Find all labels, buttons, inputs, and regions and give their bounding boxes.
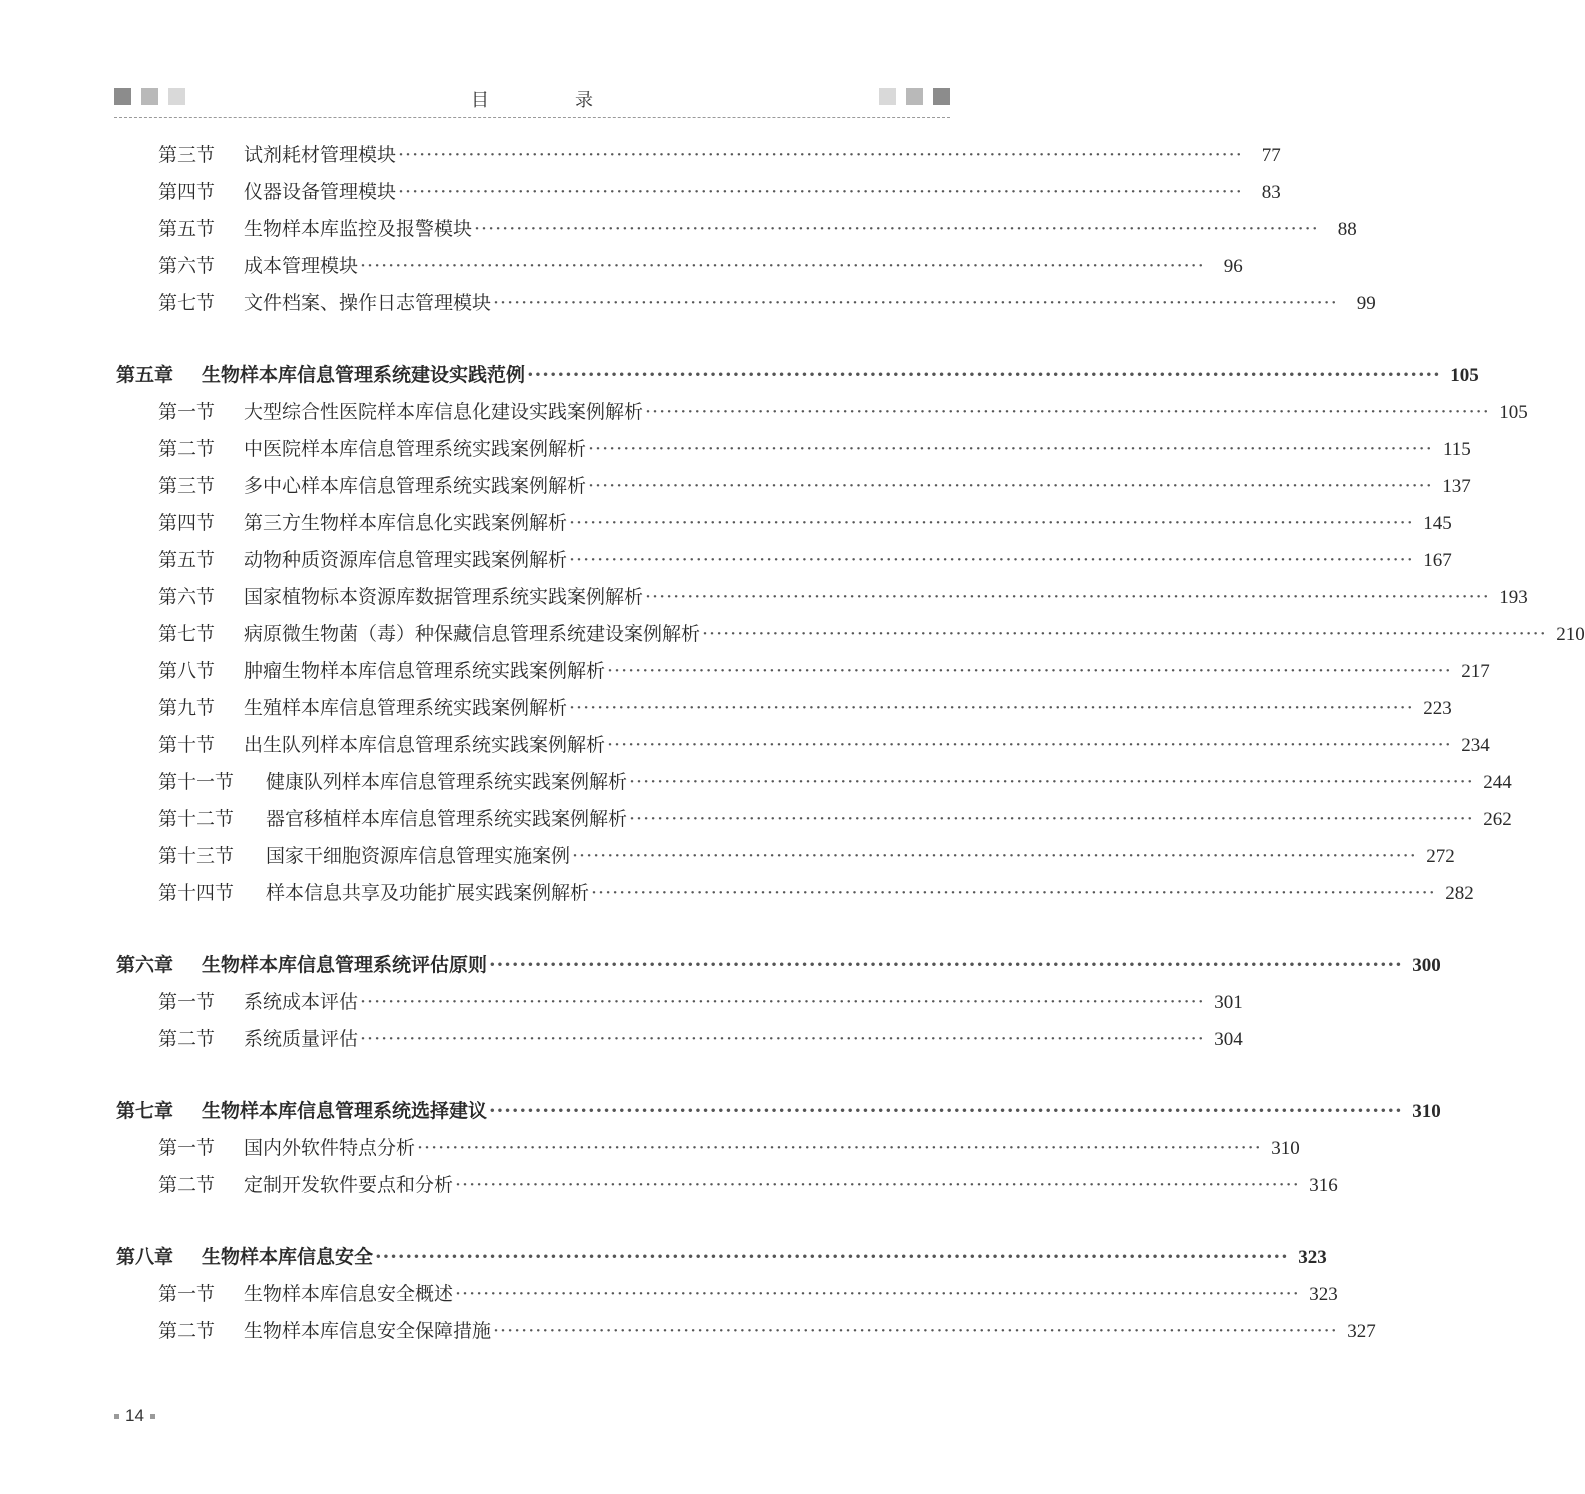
- dot-leader: ························································································································: [493, 292, 1338, 314]
- toc-section-entry: [158, 177, 1281, 207]
- toc-section-entry: [158, 1279, 1338, 1309]
- toc-chapter-entry: [116, 360, 1479, 390]
- footer-square-right: [150, 1414, 155, 1419]
- page-number-ref: 323: [1309, 1284, 1338, 1305]
- toc-section-entry: [158, 397, 1528, 427]
- section-label: 第五节: [158, 549, 216, 571]
- page-number-ref: 105: [1499, 402, 1528, 423]
- section-title: 文件档案、操作日志管理模块: [244, 292, 492, 314]
- dot-leader: ························································································································: [489, 1100, 1403, 1122]
- section-label: 第三节: [158, 144, 216, 166]
- section-title: 大型综合性医院样本库信息化建设实践案例解析: [244, 401, 644, 423]
- dot-leader: ························································································································: [489, 954, 1403, 976]
- dot-leader: ························································································································: [607, 734, 1452, 756]
- toc-section-entry: [158, 767, 1512, 797]
- dot-leader: ························································································································: [398, 144, 1243, 166]
- section-label: 第四节: [158, 512, 216, 534]
- toc-chapter-entry: [116, 950, 1441, 980]
- toc-section-entry: [158, 1133, 1300, 1163]
- section-label: 第二节: [158, 1174, 216, 1196]
- dot-leader: ························································································································: [375, 1246, 1289, 1268]
- section-title: 国内外软件特点分析: [244, 1137, 416, 1159]
- section-label: 第二节: [158, 1320, 216, 1342]
- running-header: [114, 86, 950, 110]
- chapter-label: 第八章: [116, 1246, 174, 1268]
- dot-leader: ························································································································: [569, 512, 1414, 534]
- dot-leader: ························································································································: [474, 218, 1319, 240]
- section-title: 成本管理模块: [244, 255, 359, 277]
- toc-section-entry: [158, 140, 1281, 170]
- chapter-label: 第五章: [116, 364, 174, 386]
- section-title: 中医院样本库信息管理系统实践案例解析: [244, 438, 587, 460]
- page-number-ref: 105: [1450, 365, 1479, 386]
- section-title: 健康队列样本库信息管理系统实践案例解析: [266, 771, 628, 793]
- page-number-ref: 234: [1461, 735, 1490, 756]
- toc-chapter-entry: [116, 1242, 1327, 1272]
- page-number-ref: 115: [1442, 439, 1471, 460]
- page-number-ref: 310: [1412, 1101, 1441, 1122]
- section-label: 第十节: [158, 734, 216, 756]
- header-dashed-rule: [114, 117, 950, 118]
- dot-leader: ························································································································: [417, 1137, 1262, 1159]
- page-number-ref: 88: [1337, 219, 1357, 240]
- section-label: 第三节: [158, 475, 216, 497]
- toc-section-entry: [158, 804, 1512, 834]
- section-label: 第十三节: [158, 845, 235, 867]
- page-number-ref: 137: [1442, 476, 1471, 497]
- chapter-title: 生物样本库信息管理系统建设实践范例: [202, 364, 526, 386]
- section-label: 第六节: [158, 586, 216, 608]
- page-number-ref: 217: [1461, 661, 1490, 682]
- page-footer: [114, 1406, 155, 1426]
- section-label: 第六节: [158, 255, 216, 277]
- page-number-ref: 99: [1356, 293, 1376, 314]
- dot-leader: ························································································································: [591, 882, 1436, 904]
- section-label: 第十四节: [158, 882, 235, 904]
- page-number-ref: 272: [1426, 846, 1455, 867]
- section-title: 系统质量评估: [244, 1028, 359, 1050]
- toc-section-entry: [158, 1024, 1243, 1054]
- page-number-ref: 310: [1271, 1138, 1300, 1159]
- section-title: 动物种质资源库信息管理实践案例解析: [244, 549, 568, 571]
- dot-leader: ························································································································: [455, 1283, 1300, 1305]
- dot-leader: ························································································································: [629, 808, 1474, 830]
- toc-section-entry: [158, 841, 1455, 871]
- page-number: 14: [125, 1406, 144, 1425]
- dot-leader: ························································································································: [645, 401, 1490, 423]
- toc-section-entry: [158, 693, 1452, 723]
- toc-section-entry: [158, 582, 1528, 612]
- page-number-ref: 77: [1261, 145, 1281, 166]
- toc-section-entry: [158, 656, 1490, 686]
- toc-chapter-entry: [116, 1096, 1441, 1126]
- section-title: 第三方生物样本库信息化实践案例解析: [244, 512, 568, 534]
- header-square-right-2: [906, 88, 923, 105]
- dot-leader: ························································································································: [527, 364, 1441, 386]
- section-title: 生物样本库信息安全保障措施: [244, 1320, 492, 1342]
- chapter-title: 生物样本库信息管理系统评估原则: [202, 954, 488, 976]
- chapter-label: 第六章: [116, 954, 174, 976]
- section-title: 国家干细胞资源库信息管理实施案例: [266, 845, 571, 867]
- page-number-ref: 262: [1483, 809, 1512, 830]
- toc-section-entry: [158, 508, 1452, 538]
- section-label: 第八节: [158, 660, 216, 682]
- section-title: 生物样本库监控及报警模块: [244, 218, 473, 240]
- header-square-right-1: [879, 88, 896, 105]
- toc-section-entry: [158, 619, 1585, 649]
- section-title: 样本信息共享及功能扩展实践案例解析: [266, 882, 590, 904]
- dot-leader: ························································································································: [588, 438, 1433, 460]
- page-number-ref: 323: [1298, 1247, 1327, 1268]
- section-title: 出生队列样本库信息管理系统实践案例解析: [244, 734, 606, 756]
- dot-leader: ························································································································: [702, 623, 1547, 645]
- chapter-title: 生物样本库信息管理系统选择建议: [202, 1100, 488, 1122]
- section-label: 第一节: [158, 1283, 216, 1305]
- header-title: 目 录: [471, 90, 627, 111]
- toc-section-entry: [158, 214, 1357, 244]
- section-title: 生殖样本库信息管理系统实践案例解析: [244, 697, 568, 719]
- dot-leader: ························································································································: [572, 845, 1417, 867]
- page-number-ref: 210: [1556, 624, 1585, 645]
- section-label: 第四节: [158, 181, 216, 203]
- page-number-ref: 304: [1214, 1029, 1243, 1050]
- dot-leader: ························································································································: [629, 771, 1474, 793]
- section-label: 第十二节: [158, 808, 235, 830]
- dot-leader: ························································································································: [360, 991, 1205, 1013]
- dot-leader: ························································································································: [645, 586, 1490, 608]
- section-label: 第二节: [158, 438, 216, 460]
- page-number-ref: 145: [1423, 513, 1452, 534]
- section-title: 多中心样本库信息管理系统实践案例解析: [244, 475, 587, 497]
- section-title: 肿瘤生物样本库信息管理系统实践案例解析: [244, 660, 606, 682]
- dot-leader: ························································································································: [569, 549, 1414, 571]
- section-label: 第二节: [158, 1028, 216, 1050]
- footer-square-left: [114, 1414, 119, 1419]
- dot-leader: ························································································································: [455, 1174, 1300, 1196]
- toc-section-entry: [158, 288, 1376, 318]
- section-title: 国家植物标本资源库数据管理系统实践案例解析: [244, 586, 644, 608]
- dot-leader: ························································································································: [493, 1320, 1338, 1342]
- section-title: 病原微生物菌（毒）种保藏信息管理系统建设案例解析: [244, 623, 701, 645]
- section-label: 第一节: [158, 1137, 216, 1159]
- section-label: 第一节: [158, 401, 216, 423]
- dot-leader: ························································································································: [569, 697, 1414, 719]
- toc-section-entry: [158, 730, 1490, 760]
- toc-section-entry: [158, 1316, 1376, 1346]
- dot-leader: ························································································································: [607, 660, 1452, 682]
- page-number-ref: 282: [1445, 883, 1474, 904]
- page-number-ref: 96: [1223, 256, 1243, 277]
- section-label: 第七节: [158, 292, 216, 314]
- chapter-title: 生物样本库信息安全: [202, 1246, 374, 1268]
- toc-section-entry: [158, 434, 1471, 464]
- dot-leader: ························································································································: [360, 1028, 1205, 1050]
- section-title: 仪器设备管理模块: [244, 181, 397, 203]
- section-title: 系统成本评估: [244, 991, 359, 1013]
- page-number-ref: 83: [1261, 182, 1281, 203]
- page-number-ref: 223: [1423, 698, 1452, 719]
- page-number-ref: 316: [1309, 1175, 1338, 1196]
- toc-section-entry: [158, 878, 1474, 908]
- section-title: 生物样本库信息安全概述: [244, 1283, 454, 1305]
- toc-section-entry: [158, 1170, 1338, 1200]
- section-label: 第十一节: [158, 771, 235, 793]
- page-number-ref: 327: [1347, 1321, 1376, 1342]
- page-number-ref: 300: [1412, 955, 1441, 976]
- page-number-ref: 193: [1499, 587, 1528, 608]
- page-number-ref: 301: [1214, 992, 1243, 1013]
- toc-section-entry: [158, 471, 1471, 501]
- section-label: 第一节: [158, 991, 216, 1013]
- section-label: 第七节: [158, 623, 216, 645]
- page-number-ref: 167: [1423, 550, 1452, 571]
- dot-leader: ························································································································: [588, 475, 1433, 497]
- section-label: 第五节: [158, 218, 216, 240]
- section-title: 试剂耗材管理模块: [244, 144, 397, 166]
- section-title: 定制开发软件要点和分析: [244, 1174, 454, 1196]
- section-title: 器官移植样本库信息管理系统实践案例解析: [266, 808, 628, 830]
- page-number-ref: 244: [1483, 772, 1512, 793]
- section-label: 第九节: [158, 697, 216, 719]
- toc-section-entry: [158, 987, 1243, 1017]
- header-square-right-3: [933, 88, 950, 105]
- dot-leader: ························································································································: [398, 181, 1243, 203]
- toc-section-entry: [158, 251, 1243, 281]
- dot-leader: ························································································································: [360, 255, 1205, 277]
- toc-section-entry: [158, 545, 1452, 575]
- chapter-label: 第七章: [116, 1100, 174, 1122]
